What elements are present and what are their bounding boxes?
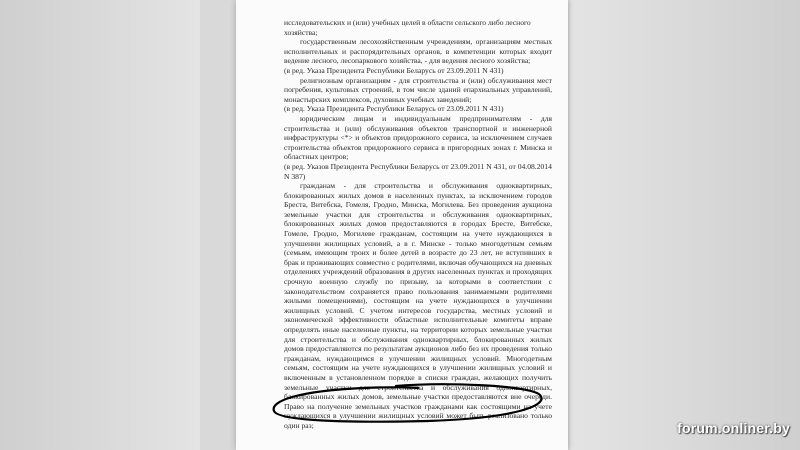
paragraph-1: исследовательских и (или) учебных целей в области сельского либо лесного хозяйства;: [284, 18, 531, 37]
paragraph-5-amendment: (в ред. Указа Президента Республики Беларусь от 23.09.2011 N 431): [284, 104, 504, 114]
paragraph-6: юридическим лицам и индивидуальным предпринимателям - для строительства и (или) обслуживания объектов транспортной и инженерной инфраструктуры <*> и объектов придорожного сервиса, за исключением случаев строительства объектов придорожного сервиса в пригородных зонах г. Минска и областных центров;: [284, 113, 552, 162]
paragraph-7-amendment: (в ред. Указов Президента Республики Беларусь от 23.09.2011 N 431, от 04.08.2014 N 387): [284, 161, 552, 181]
watermark: forum.onliner.by: [677, 420, 790, 436]
document-text: [284, 18, 552, 431]
paragraph-2: государственным лесохозяйственным учреждениям, организациям местных исполнительных и распорядительных органов, в компетенции которых входит ведение лесного, лесопаркового хозяйства, - для ведения лесного хозяйства;: [284, 37, 552, 66]
paragraph-8: гражданам - для строительства и обслуживания одноквартирных, блокированных жилых домов в населенных пунктах, за исключением городов Бреста, Витебска, Гомеля, Гродно, Минска, Могилева. Без проведения аукциона земельные участки для строительства и обслуживания одноквартирных, блокированных жилых домов предоставляются в городах Бресте, Витебске, Гомеле, Гродно, Могилеве гражданам, состоящим на учете нуждающихся в улучшении жилищных условий, а в г. Минске - только многодетным семьям (семьям, имеющим троих и более детей в возрасте до 23 лет, не вступивших в брак и проживающих совместно с родителями, включая обучающихся на дневных отделениях учреждений образования в других населенных пунктах и проходящих срочную военную службу по призыву, за которыми в соответствии с законодательством сохраняется право пользования занимаемыми родителями жилыми помещениями), состоящим на учете нуждающихся в улучшении жилищных условий. С учетом интересов государства, местных условий и экономической эффективности областные исполнительные комитеты вправе определять иные населенные пункты, на территории которых земельные участки для строительства и обслуживания одноквартирных, блокированных жилых домов предоставляются по результатам аукционов либо без их проведения только гражданам, нуждающимся в улучшении жилищных условий. Многодетным семьям, состоящим на учете нуждающихся в улучшении жилищных условий и включенным в установленном порядке в списки граждан, желающих получить земельные участки для строительства и обслуживания одноквартирных, блокированных жилых домов, земельные участки предоставляются вне очереди. Право на получение земельных участков гражданами как состоящими на учете нуждающихся в улучшении жилищных условий может быть реализовано только один раз;: [284, 181, 552, 430]
paragraph-4: религиозным организациям - для строительства и (или) обслуживания мест погребения, культовых строений, в том числе зданий епархиальных управлений, монастырских комплексов, духовных учебных заведений;: [284, 75, 552, 104]
document-page: [236, 0, 568, 450]
background-left: [0, 0, 200, 450]
background-right: [570, 0, 800, 450]
paragraph-3-amendment: (в ред. Указа Президента Республики Беларусь от 23.09.2011 N 431): [284, 65, 504, 75]
